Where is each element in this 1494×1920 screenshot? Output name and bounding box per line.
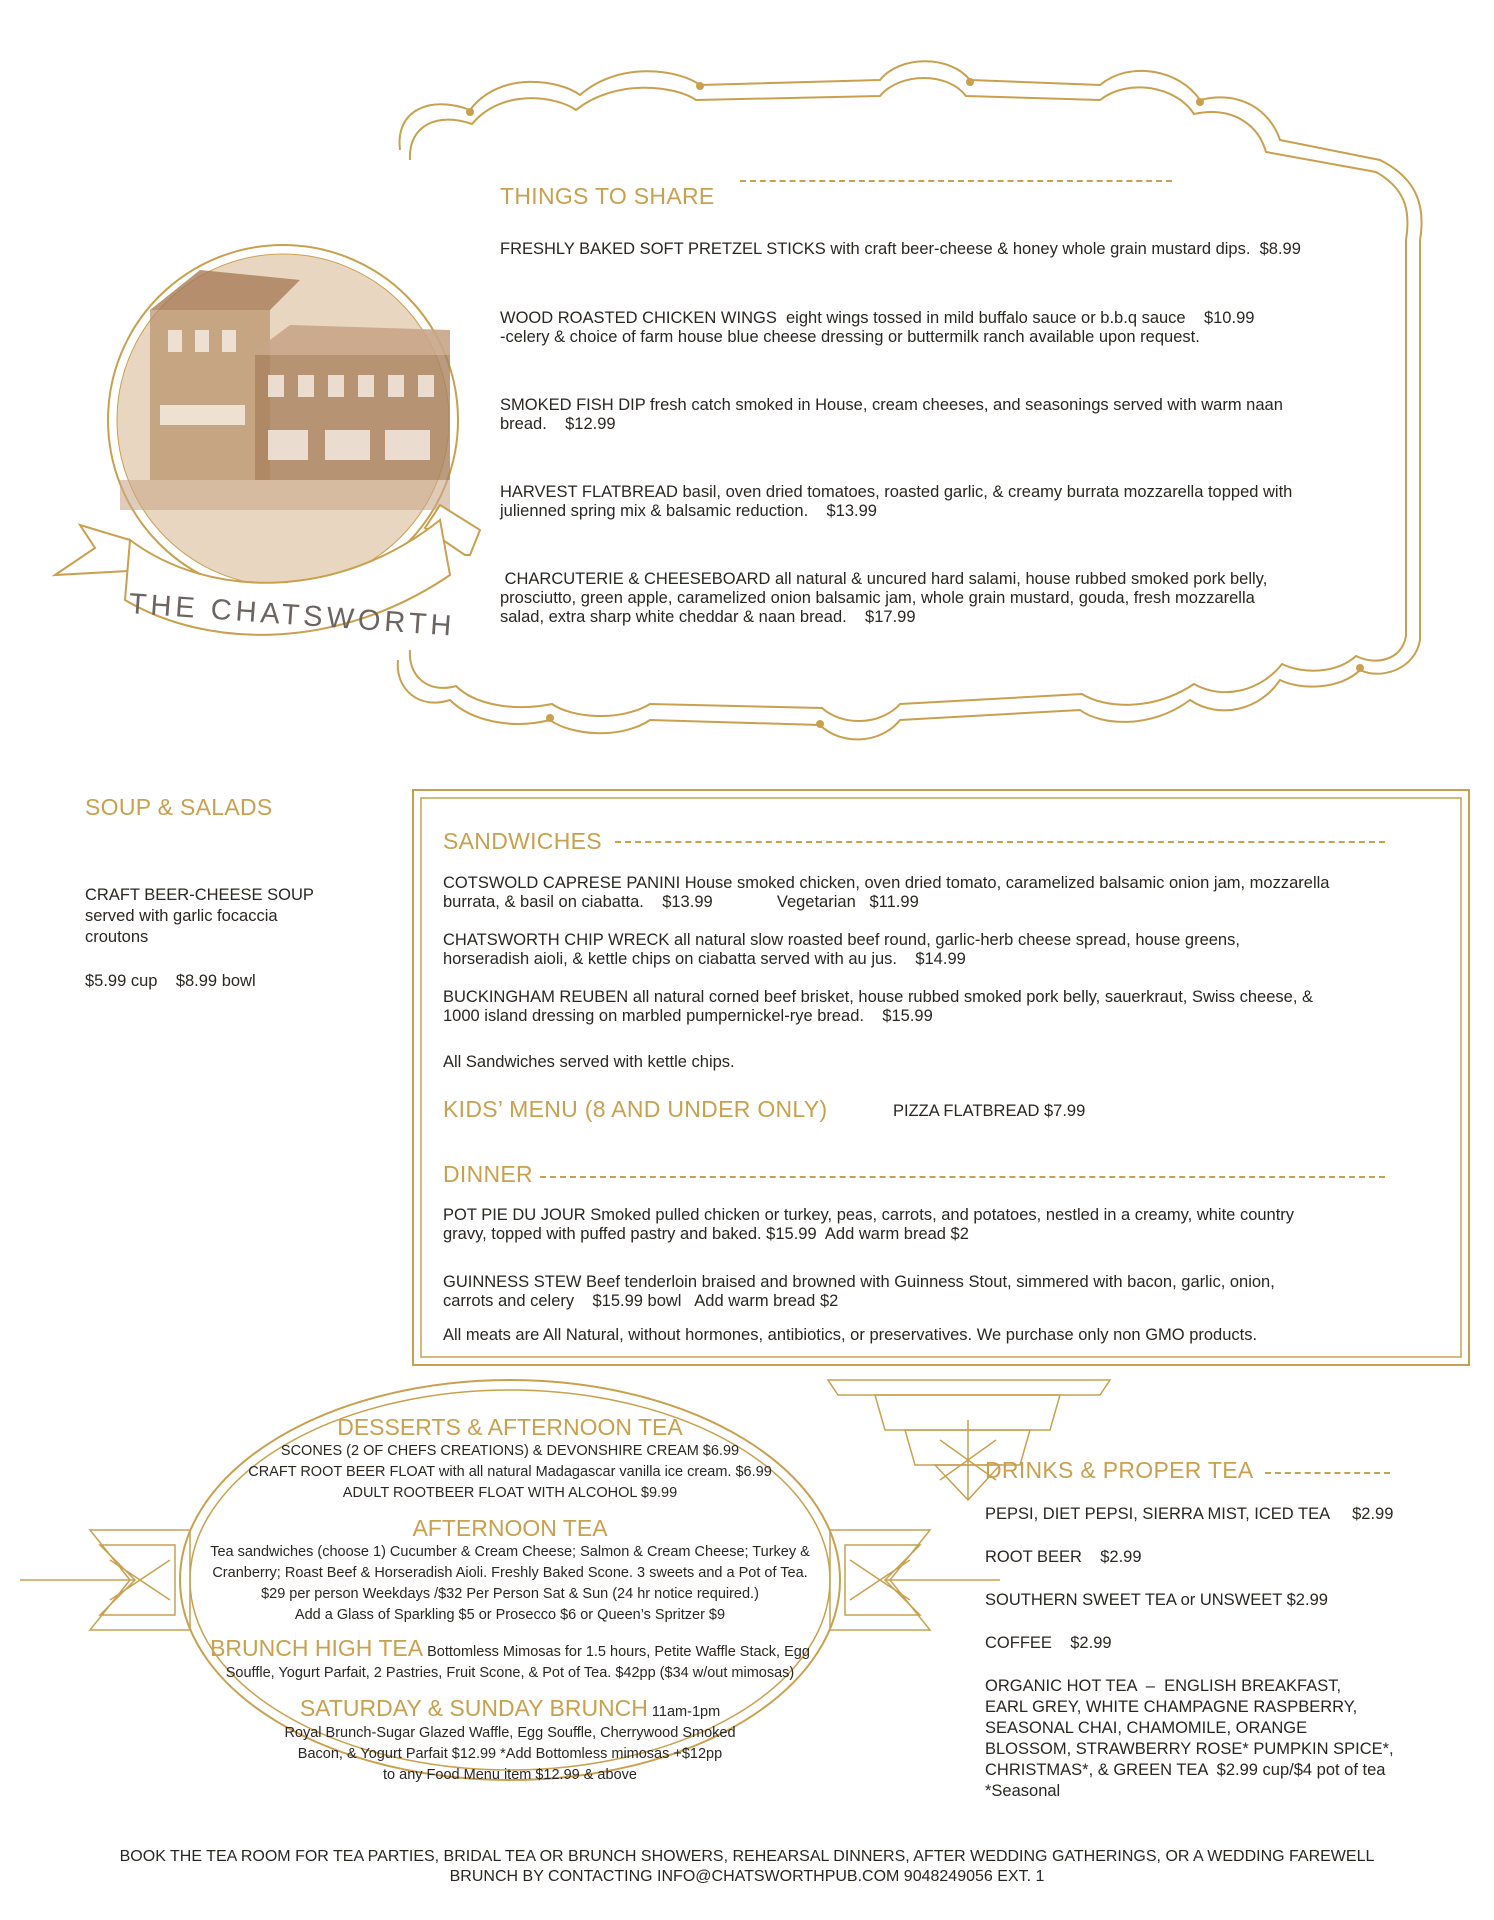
- brunch-high-tea-title: BRUNCH HIGH TEA: [210, 1635, 424, 1661]
- weekend-brunch-time: 11am-1pm: [647, 1704, 721, 1720]
- afternoon-tea-line: Tea sandwiches (choose 1) Cucumber & Cream Cheese; Salmon & Cream Cheese; Turkey &: [210, 1544, 810, 1560]
- desserts-line: ADULT ROOTBEER FLOAT WITH ALCOHOL $9.99: [342, 1485, 678, 1501]
- drink-item: ROOT BEER $2.99: [985, 1548, 1142, 1566]
- brunch-high-tea-inline: Bottomless Mimosas for 1.5 hours, Petite Waffle Stack, Egg: [423, 1644, 810, 1660]
- weekend-brunch-line: Bacon, & Yogurt Parfait $12.99 *Add Bottomless mimosas +$12pp: [297, 1746, 723, 1762]
- dinner-divider: [540, 1176, 1385, 1178]
- drinks-divider: [1265, 1472, 1390, 1474]
- share-item: FRESHLY BAKED SOFT PRETZEL STICKS with craft beer-cheese & honey whole grain mustard dips. $8.99: [500, 240, 1301, 258]
- drink-item: PEPSI, DIET PEPSI, SIERRA MIST, ICED TEA $2.99: [985, 1505, 1394, 1523]
- logo-text: THE CHATSWORTH: [127, 588, 457, 643]
- weekend-brunch-line: to any Food Menu item $12.99 & above: [383, 1767, 637, 1783]
- desserts-line: CRAFT ROOT BEER FLOAT with all natural Madagascar vanilla ice cream. $6.99: [248, 1464, 772, 1480]
- weekend-brunch-title: SATURDAY & SUNDAY BRUNCH: [299, 1695, 648, 1721]
- dinner-note: All meats are All Natural, without hormones, antibiotics, or preservatives. We purchase only non GMO products.: [443, 1326, 1258, 1344]
- soup-salads-title: SOUP & SALADS: [85, 794, 273, 820]
- afternoon-tea-line: Cranberry; Roast Beef & Horseradish Aioli. Freshly Baked Scone. 3 sweets and a Pot of Tea.: [212, 1565, 808, 1581]
- afternoon-tea-line: $29 per person Weekdays /$32 Per Person Sat & Sun (24 hr notice required.): [261, 1586, 759, 1602]
- dinner-item: POT PIE DU JOUR Smoked pulled chicken or turkey, peas, carrots, and potatoes, nestled in a creamy, white country gravy, topped with puffed pastry and baked. $15.99 Add warm bread $2: [443, 1206, 1295, 1243]
- share-item: HARVEST FLATBREAD basil, oven dried tomatoes, roasted garlic, & creamy burrata mozzarella topped with julienned spring mix & balsamic reduction. $13.99: [500, 483, 1293, 520]
- brunch-high-tea-line: Souffle, Yogurt Parfait, 2 Pastries, Fruit Scone, & Pot of Tea. $42pp ($34 w/out mimosas): [225, 1665, 795, 1681]
- soup-price: $5.99 cup $8.99 bowl: [85, 972, 256, 990]
- sandwiches-title: SANDWICHES: [443, 828, 602, 854]
- sandwiches-divider: [615, 841, 1385, 843]
- things-to-share-divider: [740, 180, 1172, 182]
- dinner-item: GUINNESS STEW Beef tenderloin braised and browned with Guinness Stout, simmered with bacon, garlic, onion, carrots and celery $15.99 bowl Add warm bread $2: [443, 1273, 1275, 1310]
- desserts-title: DESSERTS & AFTERNOON TEA: [337, 1414, 683, 1440]
- footer-line: BRUNCH BY CONTACTING INFO@CHATSWORTHPUB.COM 9048249056 EXT. 1: [449, 1868, 1045, 1885]
- share-item: WOOD ROASTED CHICKEN WINGS eight wings tossed in mild buffalo sauce or b.b.q sauce $10.99 -celery & choice of farm house blue cheese dressing or buttermilk ranch available upon request.: [500, 309, 1255, 346]
- drink-item: ORGANIC HOT TEA – ENGLISH BREAKFAST, EARL GREY, WHITE CHAMPAGNE RASPBERRY, SEASONAL CHAI, CHAMOMILE, ORANGE BLOSSOM, STRAWBERRY ROSE* PUMPKIN SPICE*, CHRISTMAS*, & GREEN TEA $2.99 cup/$4 pot of tea *Seasonal: [985, 1677, 1394, 1800]
- sandwiches-note: All Sandwiches served with kettle chips.: [443, 1053, 735, 1071]
- desserts-line: SCONES (2 OF CHEFS CREATIONS) & DEVONSHIRE CREAM $6.99: [280, 1443, 740, 1459]
- share-item: SMOKED FISH DIP fresh catch smoked in House, cream cheeses, and seasonings served with warm naan bread. $12.99: [500, 396, 1283, 433]
- sandwich-item: CHATSWORTH CHIP WRECK all natural slow roasted beef round, garlic-herb cheese spread, house greens, horseradish aioli, & kettle chips on ciabatta served with au jus. $14.99: [443, 931, 1240, 968]
- kids-menu-title: KIDS’ MENU (8 AND UNDER ONLY): [443, 1096, 828, 1122]
- things-to-share-title: THINGS TO SHARE: [500, 183, 715, 209]
- sandwich-item: COTSWOLD CAPRESE PANINI House smoked chicken, oven dried tomato, caramelized balsamic onion jam, mozzarella burrata, & basil on ciabatta. $13.99 Vegetarian $11.99: [443, 874, 1330, 911]
- logo-medallion: [108, 245, 458, 595]
- brunch-high-tea-row: [190, 1634, 830, 1663]
- afternoon-tea-line: Add a Glass of Sparkling $5 or Prosecco $6 or Queen’s Spritzer $9: [294, 1607, 726, 1623]
- drinks-title: DRINKS & PROPER TEA: [985, 1457, 1254, 1483]
- weekend-brunch-line: Royal Brunch-Sugar Glazed Waffle, Egg Souffle, Cherrywood Smoked: [284, 1725, 736, 1741]
- dinner-title: DINNER: [443, 1161, 533, 1187]
- weekend-brunch-row: [190, 1694, 830, 1723]
- share-item: CHARCUTERIE & CHEESEBOARD all natural & uncured hard salami, house rubbed smoked pork belly, prosciutto, green apple, caramelized onion balsamic jam, whole grain mustard, gouda, fresh mozzarella salad, extra sharp white cheddar & naan bread. $17.99: [500, 570, 1268, 626]
- oval-content: [190, 1413, 830, 1786]
- kids-menu-item: PIZZA FLATBREAD $7.99: [893, 1102, 1086, 1120]
- sandwich-item: BUCKINGHAM REUBEN all natural corned beef brisket, house rubbed smoked pork belly, sauerkraut, Swiss cheese, & 1000 island dressing on marbled pumpernickel-rye bread. $15.99: [443, 988, 1313, 1025]
- footer-line: BOOK THE TEA ROOM FOR TEA PARTIES, BRIDAL TEA OR BRUNCH SHOWERS, REHEARSAL DINNERS, AFTER WEDDING GATHERINGS, OR A WEDDING FAREWELL: [119, 1848, 1375, 1865]
- drink-item: SOUTHERN SWEET TEA or UNSWEET $2.99: [985, 1591, 1328, 1609]
- drink-item: COFFEE $2.99: [985, 1634, 1112, 1652]
- footer: [0, 1847, 1494, 1887]
- afternoon-tea-title: AFTERNOON TEA: [412, 1515, 608, 1541]
- soup-item: CRAFT BEER-CHEESE SOUP served with garlic focaccia croutons: [85, 886, 314, 946]
